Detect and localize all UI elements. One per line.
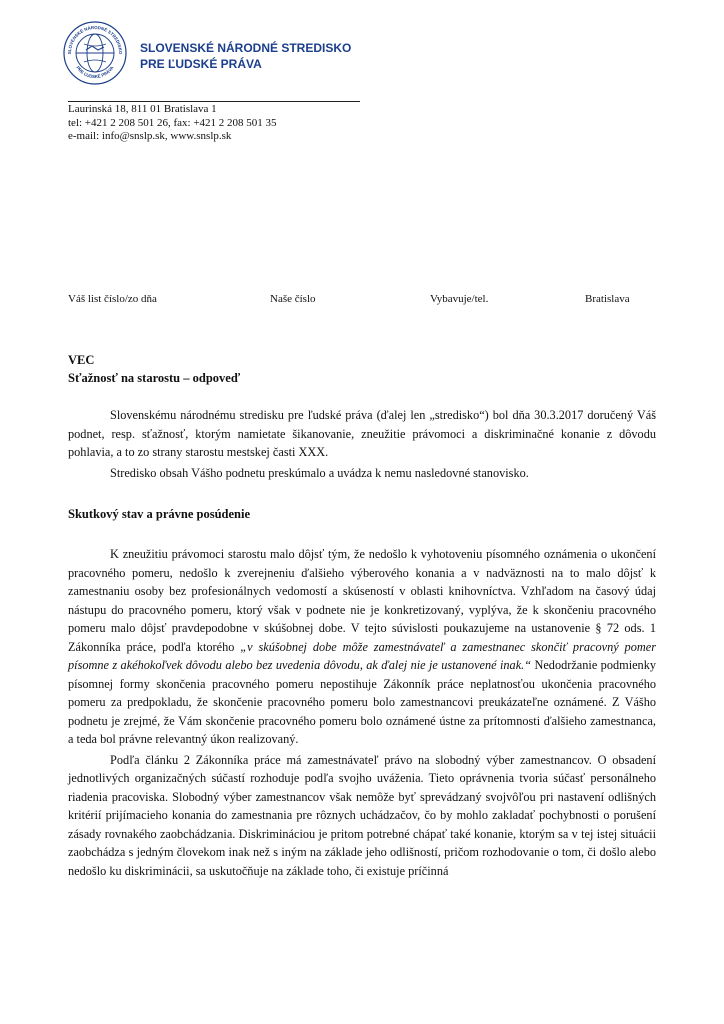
organization-logo-icon	[62, 20, 128, 86]
section-paragraph-1	[68, 545, 656, 749]
section-paragraph-2: Podľa článku 2 Zákonníka práce má zamestnávateľ právo na slobodný výber zamestnancov. O obsadení jednotlivých organizačných súčastí rozhoduje podľa svojho uváženia. Tieto oprávnenia tvoria súčasť personálneho riadenia pracoviska. Slobodný výber zamestnancov však nemôže byť sprevádzaný svojvôľou pri nastavení odlišných kritérií prijímacieho konania do zamestnania pre rôznych uchádzačov, čo by mohlo zakladať pochybnosti o porušení zásady rovnakého zaobchádzania. Diskrimináciou je pritom potrebné chápať také konanie, ktorým sa v tej istej situácii zaobchádza s jedným človekom inak než s iným na základe jeho odlišností, pričom rozhodovanie o tom, či došlo alebo nedošlo ku diskriminácii, sa uskutočňuje na základe toho, či existuje príčinná	[68, 752, 656, 878]
letterhead-divider	[68, 101, 360, 102]
address-line: Laurinská 18, 811 01 Bratislava 1	[68, 103, 217, 115]
section-heading: Skutkový stav a právne posúdenie	[68, 507, 250, 521]
email-line: e-mail: info@snslp.sk, www.snslp.sk	[68, 130, 232, 142]
ref-our-number: Naše číslo	[270, 293, 316, 305]
ref-handled-by: Vybavuje/tel.	[430, 293, 489, 305]
paragraph-1-text-b: Nedodržanie podmienky písomnej formy skončenia pracovného pomeru nepostihuje Zákonník práce neplatnosťou ukončenia pracovného pomeru za predpokladu, že skončenie pracovného pomeru bolo zamestnancovi preukázateľne oznámené. Z Vášho podnetu je zrejmé, že Vám skončenie pracovného pomeru bolo oznámené ústne za prítomnosti ďalšieho zamestnanca, a teda bol právne relevantný úkon realizovaný.	[68, 658, 657, 746]
organization-name	[140, 40, 351, 72]
logo-arc-text-bottom: PRE ĽUDSKÉ PRÁVA	[75, 65, 115, 80]
ref-your-letter: Váš list číslo/zo dňa	[68, 293, 157, 305]
intro-paragraph-2: Stredisko obsah Vášho podnetu preskúmalo a uvádza k nemu nasledovné stanovisko.	[110, 465, 529, 480]
contact-block	[68, 103, 277, 144]
organization-name-line1: SLOVENSKÉ NÁRODNÉ STREDISKO	[140, 41, 352, 55]
intro-paragraph-1: Slovenskému národnému stredisku pre ľudské práva (ďalej len „stredisko“) bol dňa 30.3.2017 doručený Váš podnet, resp. sťažnosť, ktorým namietate šikanovanie, zneužitie právomoci a diskriminačné konanie z dôvodu pohlavia, a to zo strany starostu mestskej časti XXX.	[68, 408, 656, 459]
subject-block	[68, 351, 240, 387]
subject-label: VEC	[68, 353, 95, 367]
paragraph-1-text-a: K zneužitiu právomoci starostu malo dôjsť tým, že nedošlo k vyhotoveniu písomného oznámenia o ukončení pracovného pomeru, nedošlo k zverejneniu ďalšieho výberového konania a v nadväznosti na to malo dôjsť k zamestnaniu osoby bez profesionálnych vedomostí a skúseností v oblasti knihovníctva. Vzhľadom na časový údaj nástupu do pracovného pomeru, ktorý však v podnete nie je konkretizovaný, vyplýva, že k skončeniu pracovného pomeru malo dôjsť pravdepodobne v skúšobnej dobe. V tejto súvislosti poukazujeme na ustanovenie § 72 ods. 1 Zákonníka práce, podľa ktorého	[68, 547, 656, 654]
law-quote: „v skúšobnej dobe môže zamestnávateľ a zamestnanec skončiť pracovný pomer písomne z akéhokoľvek dôvodu alebo bez uvedenia dôvodu, ak ďalej nie je ustanovené inak.“	[68, 639, 656, 672]
organization-name-line2: PRE ĽUDSKÉ PRÁVA	[140, 57, 262, 71]
phone-line: tel: +421 2 208 501 26, fax: +421 2 208 501 35	[68, 116, 277, 129]
section-body	[68, 545, 656, 880]
ref-place: Bratislava	[585, 293, 630, 305]
intro-block	[68, 406, 656, 482]
subject-text: Sťažnosť na starostu – odpoveď	[68, 371, 240, 385]
logo-arc-text-top: SLOVENSKÉ NÁRODNÉ STREDISKO	[66, 24, 124, 55]
